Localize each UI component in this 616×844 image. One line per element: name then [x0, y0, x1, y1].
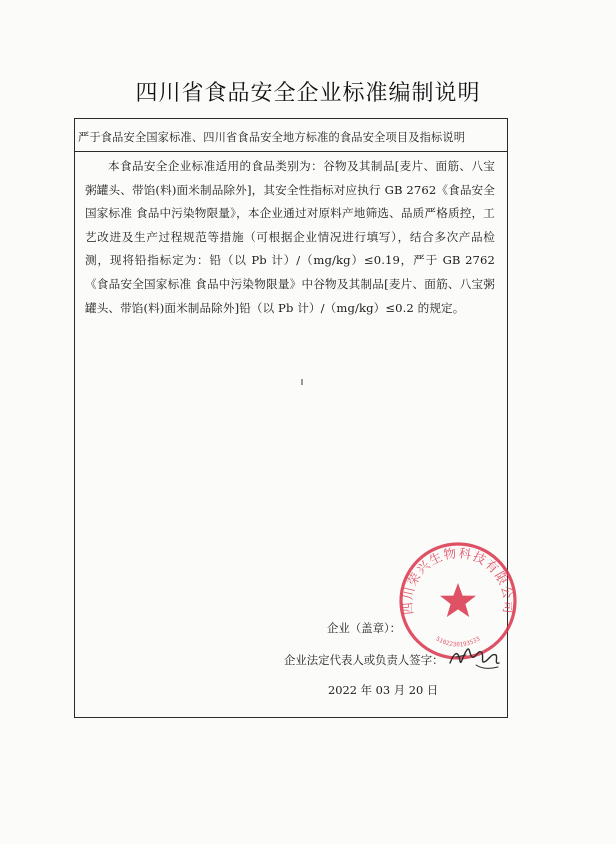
stray-mark — [301, 379, 303, 385]
seal-text: 四川荣兴生物科技有限公司 — [399, 545, 517, 616]
seal-number: 5102230193533 — [434, 635, 482, 649]
company-seal-label: 企业（盖章）： — [327, 621, 402, 635]
body-paragraph: 本食品安全企业标准适用的食品类别为：谷物及其制品[麦片、面筋、八宝粥罐头、带馅(料)面米制品除外]，其安全性指标对应执行 GB 2762《食品安全国家标准 食品中污染物限量》，本企业通过对原料产地筛选、品质严格质控，工艺改进及生产过程规范等措施（可根据企业情况进行填写），结合多次产品检测，现将铅指标定为：铅（以 Pb 计）/（mg/kg）≤0.19，严于 GB 2762《食品安全国家标准 食品中污染物限量》中谷物及其制品[麦片、面筋、八宝粥罐头、带馅(料)面米制品除外]铅（以 Pb 计）/（mg/kg）≤0.2 的规定。 — [85, 159, 495, 315]
header-row: 严于食品安全国家标准、四川省食品安全地方标准的食品安全项目及指标说明 — [75, 119, 507, 152]
document-title: 四川省食品安全企业标准编制说明 — [135, 81, 481, 106]
seal-star-icon — [440, 583, 476, 617]
handwritten-signature — [446, 643, 502, 673]
document-date: 2022 年 03 月 20 日 — [328, 683, 439, 697]
representative-signature-label: 企业法定代表人或负责人签字： — [284, 653, 444, 667]
